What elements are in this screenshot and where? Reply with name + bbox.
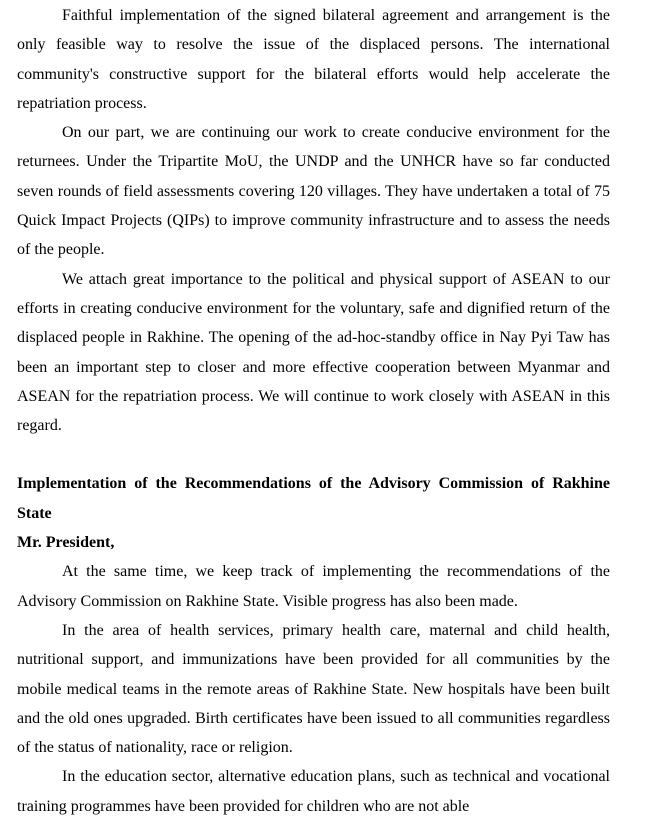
salutation: Mr. President, (17, 534, 115, 552)
section-spacer (17, 440, 610, 469)
section-heading: Implementation of the Recommendations of the Advisory Commission of Rakhine State (17, 475, 610, 522)
paragraph-returnees: On our part, we are continuing our work to create conducive environment for the returnees. Under the Tripartite MoU, the UNDP and the UNHCR have so far conducted seven rounds of field assessments covering 120 villages. They have undertaken a total of 75 Quick Impact Projects (QIPs) to improve community infrastructure and to assess the needs of the people. (17, 124, 610, 259)
paragraph-advisory-commission: At the same time, we keep track of implementing the recommendations of the Advisory Commission on Rakhine State. Visible progress has also been made. (17, 563, 610, 610)
paragraph-bilateral-agreement: Faithful implementation of the signed bilateral agreement and arrangement is the only feasible way to resolve the issue of the displaced persons. The international community's constructive support for the bilateral efforts would help accelerate the repatriation process. (17, 7, 610, 112)
paragraph-education-sector: In the education sector, alternative education plans, such as technical and vocational training programmes have been provided for children who are not able (17, 768, 610, 815)
paragraph-health-services: In the area of health services, primary health care, maternal and child health, nutritional support, and immunizations have been provided for all communities by the mobile medical teams in the remote areas of Rakhine State. New hospitals have been built and the old ones upgraded. Birth certificates have been issued to all communities regardless of the status of nationality, race or religion. (17, 621, 610, 757)
paragraph-asean-support: We attach great importance to the political and physical support of ASEAN to our efforts in creating conducive environment for the voluntary, safe and dignified return of the displaced people in Rakhine. The opening of the ad-hoc-standby office in Nay Pyi Taw has been an important step to closer and more effective cooperation between Myanmar and ASEAN for the repatriation process. We will continue to work closely with ASEAN in this regard. (17, 270, 610, 435)
